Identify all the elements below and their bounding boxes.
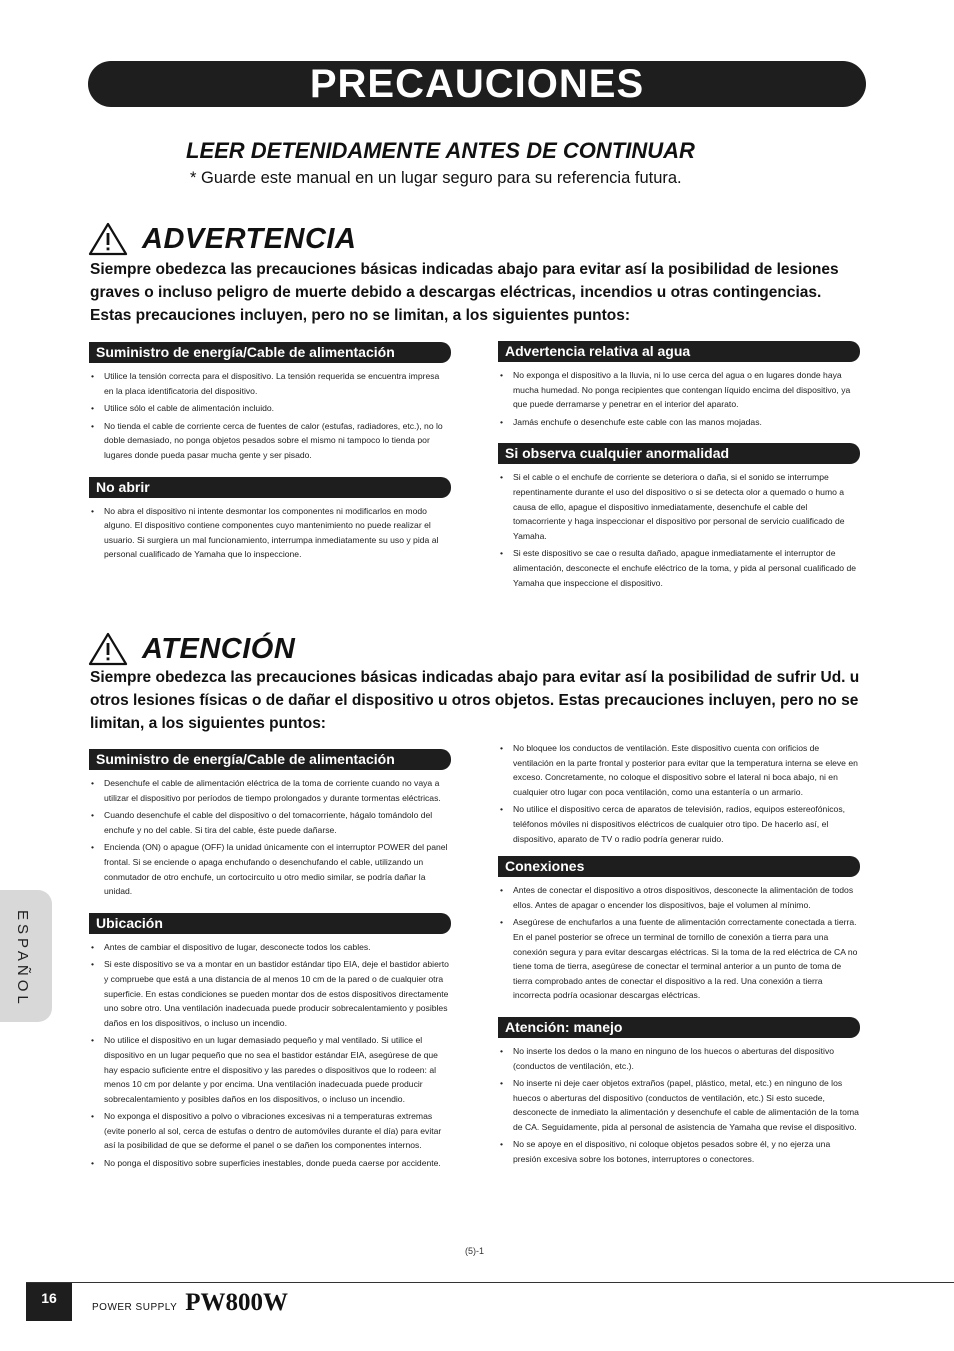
advertencia-left-column [89, 342, 451, 576]
advertencia-intro: Siempre obedezca las precauciones básicas indicadas abajo para evitar así la posibilidad de lesiones graves o incluso peligro de muerte debido a descargas eléctricas, incendios u otras contingencias. Estas precauciones incluyen, pero no se limitan, a los siguientes puntos: [90, 261, 839, 324]
precaution-item: • Asegúrese de enchufarlos a una fuente de alimentación correctamente conectada a tierra. En el panel posterior se ofrece un terminal de tornillo de conexión a tierra para una conexión segura y para evitar descargas eléctricas. Si la toma de la red eléctrica de CA no tiene toma de tierra, asegúrese de conectar el terminal anterior a un punto de toma de tierra comprobado antes de conectar el dispositivo a la red. Una conexión a tierra incorrecta podría ocasionar descargas eléctricas. [498, 915, 860, 1003]
language-label: ESPAÑOL [14, 910, 31, 1008]
atencion-left-column [89, 749, 451, 1185]
precaution-list [89, 369, 451, 463]
section-header: No abrir [89, 477, 451, 498]
precaution-list [89, 776, 451, 899]
section-header: Ubicación [89, 913, 451, 934]
precaution-item: • Encienda (ON) o apague (OFF) la unidad únicamente con el interruptor POWER del panel frontal. Si se enciende o apaga enchufando o desenchufando el cable, utilizando un conmutador de otro enchufe, un cortocircuito u otro medio similar, se podría dañar la unidad. [89, 840, 451, 898]
product-line: POWER SUPPLY [92, 1302, 178, 1313]
precaution-item: • No se apoye en el dispositivo, ni coloque objetos pesados sobre él, y no ejerza una presión excesiva sobre los botones, interruptores o conectores. [498, 1137, 860, 1166]
section-header: Conexiones [498, 856, 860, 877]
precaution-item: • No utilice el dispositivo en un lugar demasiado pequeño y mal ventilado. Si utilice el dispositivo en un lugar pequeño que no sea el bastidor estándar EIA, asegúrese de que hay espacio suficiente entre el dispositivo y las paredes o dispositivos que lo rodeen: al menos 10 cm por delante y por encima. Una ventilación inadecuada puede producir sobrecalentamiento y posibles daños en los dispositivos, o incluso un incendio. [89, 1033, 451, 1106]
atencion-title: ATENCIÓN [142, 632, 296, 665]
advertencia-title: ADVERTENCIA [142, 222, 357, 255]
precaution-item: • Utilice sólo el cable de alimentación incluido. [89, 401, 451, 416]
section-header: Suministro de energía/Cable de alimentación [89, 342, 451, 363]
precaution-item: • No abra el dispositivo ni intente desmontar los componentes ni modificarlos en modo alguno. El dispositivo contiene componentes cuyo mantenimiento no puede realizar el usuario. Si surgiera un mal funcionamiento, interrumpa inmediatamente su uso y pida al personal cualificado de Yamaha que lo inspeccione. [89, 504, 451, 562]
section-header: Atención: manejo [498, 1017, 860, 1038]
precaution-item: • Cuando desenchufe el cable del dispositivo o del tomacorriente, hágalo tomándolo del enchufe y no del cable. Si tira del cable, éste puede dañarse. [89, 808, 451, 837]
warning-triangle-icon [88, 222, 128, 256]
subtitle: LEER DETENIDAMENTE ANTES DE CONTINUAR [186, 138, 695, 163]
precaution-item: • Utilice la tensión correcta para el dispositivo. La tensión requerida se encuentra impresa en la placa identificatoria del dispositivo. [89, 369, 451, 398]
section-header: Suministro de energía/Cable de alimentación [89, 749, 451, 770]
footer-divider [26, 1282, 954, 1283]
precaution-list [498, 470, 860, 590]
advertencia-heading [88, 222, 356, 256]
precaution-list [498, 368, 860, 429]
precaution-item: • Jamás enchufe o desenchufe este cable con las manos mojadas. [498, 415, 860, 430]
language-tab [0, 890, 52, 1022]
precaution-item: • No tienda el cable de corriente cerca de fuentes de calor (estufas, radiadores, etc.), no lo doble demasiado, no ponga objetos pesados sobre el mismo ni tampoco lo tienda por lugares donde pueda pasar mucha gente y ser pisado. [89, 419, 451, 463]
section-header: Advertencia relativa al agua [498, 341, 860, 362]
precaution-item: • No bloquee los conductos de ventilación. Este dispositivo cuenta con orificios de ventilación en la parte frontal y posterior para evitar que la temperatura interna se eleve en exceso. Concretamente, no coloque el dispositivo sobre el lateral ni boca abajo, ni en cualquier otro lugar con poca ventilación, como una estantería o un armario. [498, 741, 860, 799]
precaution-item: • Desenchufe el cable de alimentación eléctrica de la toma de corriente cuando no vaya a utilizar el dispositivo por períodos de tiempo prolongados y durante tormentas eléctricas. [89, 776, 451, 805]
precaution-list [89, 940, 451, 1171]
precaution-list [89, 504, 451, 562]
precaution-item: • No inserte los dedos o la mano en ninguno de los huecos o aberturas del dispositivo (conductos de ventilación, etc.). [498, 1044, 860, 1073]
section-header: Si observa cualquier anormalidad [498, 443, 860, 464]
page-number: 16 [26, 1283, 72, 1321]
page-code: (5)-1 [465, 1246, 485, 1256]
precaution-item: • Si este dispositivo se cae o resulta dañado, apague inmediatamente el interruptor de alimentación, desconecte el enchufe eléctrico de la toma, y pida al personal cualificado de Yamaha que inspeccione el dispositivo. [498, 546, 860, 590]
precaution-item: • Antes de cambiar el dispositivo de lugar, desconecte todos los cables. [89, 940, 451, 955]
atencion-heading [88, 632, 295, 666]
product-name [92, 1289, 288, 1317]
caution-triangle-icon [88, 632, 128, 666]
atencion-right-column [498, 741, 860, 1181]
precaution-item: • No exponga el dispositivo a polvo o vibraciones excesivas ni a temperaturas extremas (evite ponerlo al sol, cerca de estufas o dentro de automóviles durante el día) para evitar así la posibilidad de que se deforme el panel o se dañen los componentes internos. [89, 1109, 451, 1153]
precaution-list [498, 883, 860, 1003]
title-banner [88, 61, 866, 107]
precaution-item: • No inserte ni deje caer objetos extraños (papel, plástico, metal, etc.) en ninguno de los huecos o aberturas del dispositivo (conductos de ventilación, etc.) Si esto sucede, desconecte de inmediato la alimentación y desenchufe el cable de alimentación de la toma de CA. Seguidamente, pida al personal de asistencia de Yamaha que revise el dispositivo. [498, 1076, 860, 1134]
storage-note: * Guarde este manual en un lugar seguro para su referencia futura. [190, 169, 682, 187]
atencion-intro: Siempre obedezca las precauciones básicas indicadas abajo para evitar así la posibilidad de sufrir Ud. u otros lesiones físicas o de dañar el dispositivo u otros objetos. Estas precauciones incluyen, pero no se limitan, a los siguientes puntos: [90, 669, 860, 732]
page-title: PRECAUCIONES [309, 61, 645, 106]
precaution-item: • No utilice el dispositivo cerca de aparatos de televisión, radios, equipos estereofónicos, teléfonos móviles ni dispositivos eléctricos de cualquier otro tipo. De hacerlo así, el dispositivo, aparato de TV o radio podría generar ruido. [498, 802, 860, 846]
precaution-item: • Si el cable o el enchufe de corriente se deteriora o daña, si el sonido se interrumpe repentinamente durante el uso del dispositivo o si se detecta olor a quemado o humo a causa de ello, apague el dispositivo inmediatamente, desenchufe el cable del tomacorriente y haga inspeccionar el dispositivo por personal de servicio cualificado de Yamaha. [498, 470, 860, 543]
precaution-list [498, 1044, 860, 1167]
precaution-item: • No exponga el dispositivo a la lluvia, ni lo use cerca del agua o en lugares donde haya mucha humedad. No ponga recipientes que contengan líquido encima del dispositivo, ya que puede derramarse y penetrar en el interior del aparato. [498, 368, 860, 412]
precaution-item: • Si este dispositivo se va a montar en un bastidor estándar tipo EIA, deje el bastidor abierto y compruebe que está a una distancia de al menos 10 cm de la pared o de cualquier otra superficie. En estas condiciones se pueden montar dos de estos dispositivos directamente uno sobre otro. Una ventilación inadecuada puede producir sobrecalentamiento y posibles daños en los dispositivos, o incluso un incendio. [89, 957, 451, 1030]
precaution-item: • No ponga el dispositivo sobre superficies inestables, donde pueda caerse por accidente. [89, 1156, 451, 1171]
model-name: PW800W [185, 1289, 289, 1316]
ventilation-list [498, 741, 860, 846]
precaution-item: • Antes de conectar el dispositivo a otros dispositivos, desconecte la alimentación de todos ellos. Antes de apagar o encender los dispositivos, baje el volumen al mínimo. [498, 883, 860, 912]
advertencia-right-column [498, 341, 860, 604]
